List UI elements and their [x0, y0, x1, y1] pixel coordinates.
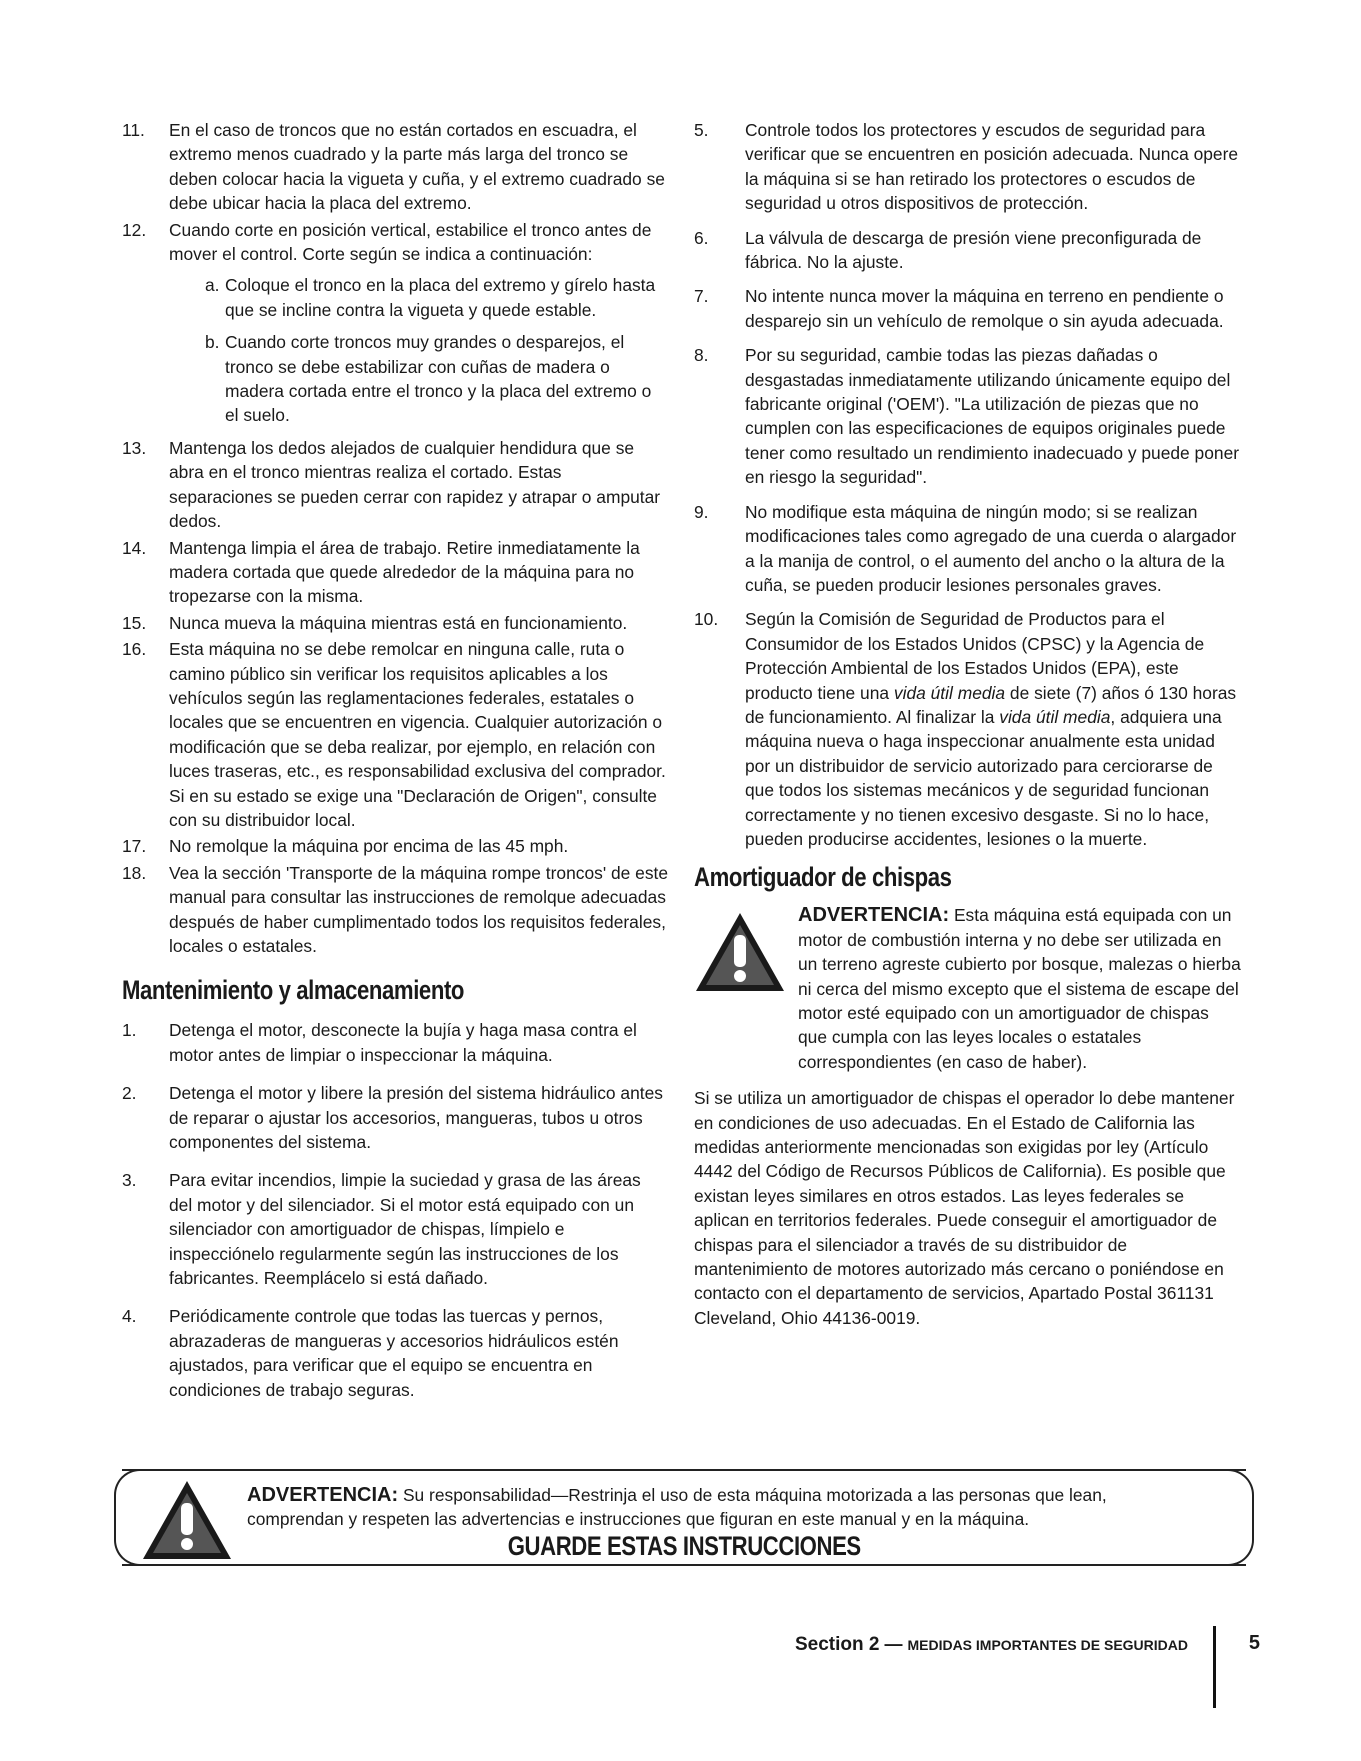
item-number: 6. — [694, 227, 709, 248]
item-number: 2. — [122, 1083, 137, 1104]
responsibility-warning-text — [247, 1483, 1197, 1532]
right-items-list — [694, 118, 1242, 597]
item-text: Nunca mueva la máquina mientras está en funcionamiento. — [169, 612, 628, 633]
page-number: 5 — [1248, 1632, 1260, 1654]
save-instructions-title: GUARDE ESTAS INSTRUCCIONES — [507, 1531, 861, 1561]
list-item — [122, 118, 668, 216]
item-number: 18. — [122, 862, 147, 883]
list-item — [694, 118, 1242, 216]
item-text: Periódicamente controle que todas las tuercas y pernos, abrazaderas de mangueras y accesorios hidráulicos estén ajustados, para verificar que el equipo se encuentra en condiciones de trabajo seguras. — [169, 1306, 619, 1400]
list-item — [122, 834, 668, 858]
footer-divider — [1213, 1626, 1216, 1708]
sub-item-text: Cuando corte troncos muy grandes o desparejos, el tronco se debe estabilizar con cuñas de madera o madera cortada entre el tronco y la placa del extremo o el suelo. — [225, 332, 652, 426]
list-item — [122, 611, 668, 635]
item-number: 16. — [122, 639, 147, 660]
list-item — [122, 1168, 668, 1290]
list-item — [122, 436, 668, 534]
spark-paragraph: Si se utiliza un amortiguador de chispas el operador lo debe mantener en condiciones de uso adecuadas. En el Estado de California las medidas anteriormente mencionadas son exigidas por ley (Artículo 4442 del Código de Recursos Públicos de California). Es posible que existan leyes similares en otros estados. Las leyes federales se aplican en territorios federales. Puede conseguir el amortiguador de chispas para el silenciador a través de su distribuidor de mantenimiento de motores autorizado más cercano o poniéndose en contacto con el departamento de servicios, Apartado Postal 361131 Cleveland, Ohio 44136-0019. — [694, 1088, 1235, 1328]
sub-item-letter: a. — [205, 275, 220, 296]
list-item — [694, 226, 1242, 275]
list-item — [122, 1018, 668, 1067]
sub-list — [169, 273, 668, 427]
item-text: Mantenga los dedos alejados de cualquier hendidura que se abra en el tronco mientras realiza el cortado. Estas separaciones se pueden cerrar con rapidez y atrapar o amputar dedos. — [169, 437, 661, 532]
maintenance-heading: Mantenimiento y almacenamiento — [122, 975, 465, 1006]
warning-triangle-icon — [694, 911, 786, 993]
list-item — [122, 861, 668, 959]
item-text: La válvula de descarga de presión viene preconfigurada de fábrica. No la ajuste. — [745, 227, 1202, 273]
warning-label: ADVERTENCIA: — [798, 904, 950, 927]
item-number: 10. — [694, 609, 719, 630]
item-text: Para evitar incendios, limpie la suciedad y grasa de las áreas del motor y del silenciador. Si el motor está equipado con un silenciador con amortiguador de chispas, límpielo e inspecciónelo regularmente según las instrucciones de los fabricantes. Reemplácelo si está dañado. — [169, 1170, 641, 1289]
section-title: Section 2 — MEDIDAS IMPORTANTES DE SEGURIDAD — [794, 1634, 1188, 1655]
item-text: Según la Comisión de Seguridad de Productos para el Consumidor de los Estados Unidos (CPSC) y la Agencia de Protección Ambiental de los Estados Unidos (EPA), este producto tiene una vida útil media de siete (7) años ó 130 horas de funcionamiento. Al finalizar la vida útil media, adquiera una máquina nueva o haga inspeccionar anualmente esta unidad por un distribuidor de servicio autorizado para cerciorarse de que todos los sistemas mecánicos y de seguridad funcionan correctamente y no tienen excesivo desgaste. Si no lo hace, pueden producirse accidentes, lesiones o la muerte. — [745, 609, 1237, 849]
item-text: Por su seguridad, cambie todas las piezas dañadas o desgastadas inmediatamente utilizando únicamente equipo del fabricante original ('OEM'). "La utilización de piezas que no cumplen con las especificaciones de equipos originales puede tener como resultado un rendimiento inadecuado y puede poner en riesgo la seguridad". — [745, 345, 1240, 488]
item-number: 11. — [122, 120, 145, 140]
list-item — [694, 284, 1242, 333]
warning-text: Esta máquina está equipada con un motor de combustión interna y no debe ser utilizada en un terreno agreste cubierto por bosque, malezas o hierba ni cerca del mismo excepto que el sistema de escape del motor esté equipado con un amortiguador de chispas que cumpla con las leyes locales o estatales correspondientes (en caso de haber). — [798, 905, 1241, 1072]
sub-item-letter: b. — [205, 332, 220, 353]
list-item — [122, 218, 668, 428]
item-number: 17. — [122, 836, 147, 857]
maintenance-items-list — [122, 1018, 668, 1402]
left-column — [122, 118, 668, 1416]
item-number: 4. — [122, 1306, 137, 1327]
item-text: Detenga el motor, desconecte la bujía y haga masa contra el motor antes de limpiar o inspeccionar la máquina. — [169, 1020, 637, 1065]
list-item — [122, 1304, 668, 1402]
item-number: 8. — [694, 345, 709, 366]
item-number: 7. — [694, 286, 709, 307]
item-text: No modifique esta máquina de ningún modo; si se realizan modificaciones tales como agregado de una cuerda o alargador a la manija de control, o el aumento del ancho o la altura de la cuña, se pueden producir lesiones personales graves. — [745, 501, 1237, 595]
warning-label: ADVERTENCIA: — [247, 1484, 399, 1506]
item-text: Mantenga limpia el área de trabajo. Retire inmediatamente la madera cortada que quede alrededor de la máquina para no tropezarse con la misma. — [169, 537, 640, 607]
item-number: 9. — [694, 501, 709, 522]
item-text: No intente nunca mover la máquina en terreno en pendiente o desparejo sin un vehículo de remolque o sin ayuda adecuada. — [745, 286, 1224, 331]
left-items-list — [122, 118, 668, 958]
spark-arrester-heading: Amortiguador de chispas — [694, 862, 952, 893]
sub-item — [169, 330, 668, 428]
item-number: 1. — [122, 1020, 137, 1041]
list-item — [694, 343, 1242, 489]
item-text: En el caso de troncos que no están cortados en escuadra, el extremo menos cuadrado y la parte más larga del tronco se deben colocar hacia la vigueta y cuña, y el extremo cuadrado se debe ubicar hacia la placa del extremo. — [169, 120, 665, 214]
sub-item-text: Coloque el tronco en la placa del extremo y gírelo hasta que se incline contra la vigueta y quede estable. — [225, 275, 656, 320]
item-number: 14. — [122, 537, 147, 558]
list-item — [122, 637, 668, 832]
item-text: Esta máquina no se debe remolcar en ninguna calle, ruta o camino público sin verificar los requisitos aplicables a los vehículos según las reglamentaciones federales, estatales o locales que se encuentren en vigencia. Cualquier autorización o modificación que se deba realizar, por ejemplo, en relación con luces traseras, etc., es responsabilidad exclusiva del comprador. Si en su estado se exige una "Declaración de Origen", consulte con su distribuidor local. — [169, 639, 666, 830]
list-item — [694, 607, 1242, 851]
item-10-wrap — [694, 607, 1242, 851]
item-number: 12. — [122, 219, 147, 240]
item-number: 13. — [122, 437, 147, 458]
right-column — [694, 118, 1242, 1330]
list-item — [694, 500, 1242, 598]
spark-warning — [694, 903, 1242, 1074]
responsibility-warning-box — [122, 1469, 1246, 1566]
item-number: 5. — [694, 120, 709, 140]
list-item — [122, 536, 668, 609]
item-number: 3. — [122, 1170, 137, 1191]
item-number: 15. — [122, 612, 147, 633]
item-text: Cuando corte en posición vertical, estabilice el tronco antes de mover el control. Corte según se indica a continuación: — [169, 219, 652, 265]
list-item — [122, 1081, 668, 1154]
item-text: Controle todos los protectores y escudos de seguridad para verificar que se encuentren en posición adecuada. Nunca opere la máquina si se han retirado los protectores o escudos de seguridad u otros dispositivos de protección. — [745, 120, 1239, 214]
item-text: Detenga el motor y libere la presión del sistema hidráulico antes de reparar o ajustar los accesorios, mangueras, tubos u otros componentes del sistema. — [169, 1083, 663, 1153]
item-text: Vea la sección 'Transporte de la máquina rompe troncos' de este manual para consultar las instrucciones de remolque adecuadas después de haber cumplimentado todos los requisitos federales, locales o estatales. — [169, 862, 669, 956]
page-footer — [700, 1618, 1260, 1678]
item-text: No remolque la máquina por encima de las 45 mph. — [169, 836, 569, 857]
warning-text: Su responsabilidad—Restrinja el uso de esta máquina motorizada a las personas que lean, comprendan y respeten las advertencias e instrucciones que figuran en este manual y en la máquina. — [247, 1485, 1107, 1530]
sub-item — [169, 273, 668, 322]
